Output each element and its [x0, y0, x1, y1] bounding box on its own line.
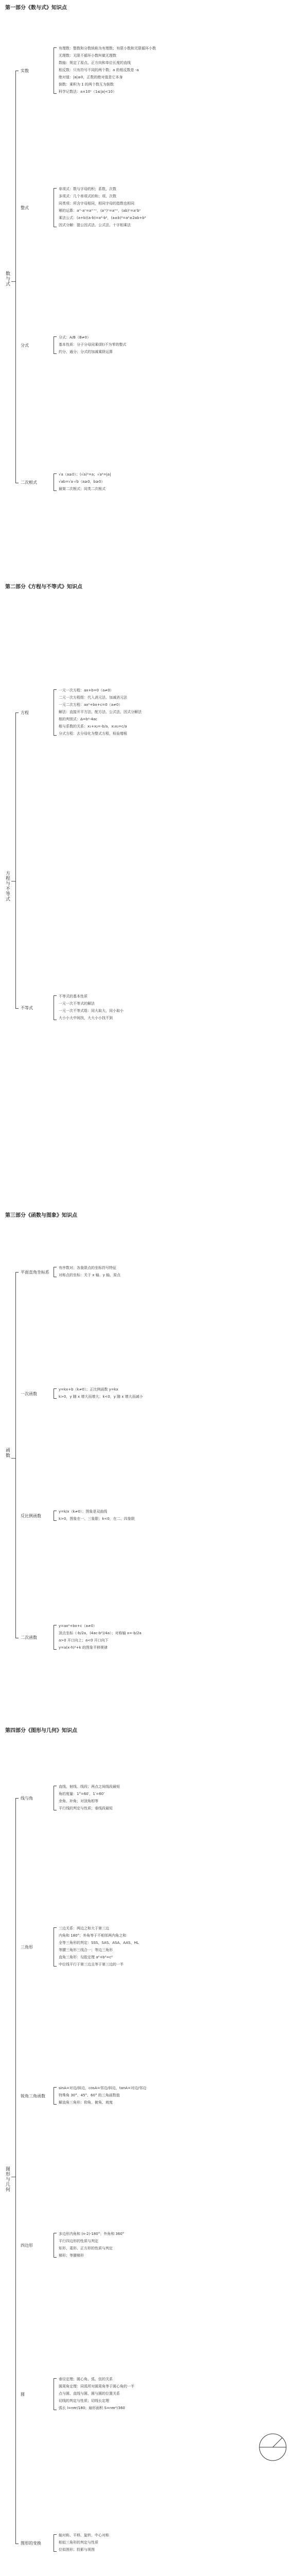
branch-label: 分式 [21, 343, 29, 348]
knowledge-line: 同类项：所含字母相同，相同字母的指数也相同 [59, 201, 134, 206]
branch-label: 线与角 [21, 1795, 33, 1801]
knowledge-line: 根与系数的关系：x₁+x₂=-b/a，x₁x₂=c/a [59, 724, 127, 729]
knowledge-line: a>0 开口向上；a<0 开口向下 [59, 1638, 109, 1643]
branch-label: 反比例函数 [21, 1513, 41, 1518]
knowledge-line: 垂径定理；圆心角、弧、弦的关系 [59, 2377, 113, 2382]
knowledge-line: 绝对值：|a|≥0，正数的绝对值是它本身 [59, 75, 123, 79]
section-1 [0, 3, 298, 570]
branch-label: 整式 [21, 206, 29, 211]
knowledge-line: 角的度量：1°=60′，1′=60″ [59, 1791, 105, 1796]
root-brace [15, 1272, 19, 1639]
knowledge-line: √ab=√a·√b（a≥0，b≥0） [59, 480, 105, 484]
section-title: 第二部分《方程与不等式》知识点 [5, 584, 82, 590]
knowledge-line: 多项式：几个单项式的和；项、次数 [59, 194, 116, 199]
knowledge-line: 位似图形；投影与视图 [59, 2548, 95, 2552]
branch-brace [54, 1511, 57, 1521]
knowledge-line: 倒数：乘积为 1 的两个数互为倒数 [59, 82, 114, 87]
branch-brace [54, 995, 57, 1020]
root-connector [11, 881, 15, 882]
knowledge-line: 轴对称、平移、旋转、中心对称 [59, 2533, 109, 2538]
knowledge-line: 分式：A/B（B≠0） [59, 335, 91, 340]
knowledge-line: k>0，y 随 x 增大而增大；k<0，y 随 x 增大而减小 [59, 1395, 143, 1399]
root-brace [15, 713, 19, 1009]
knowledge-line: 单项式：数与字母的积；系数、次数 [59, 187, 116, 192]
knowledge-line: 一元二次方程：ax²+bx+c=0（a≠0） [59, 703, 122, 707]
knowledge-line: 乘法公式：(a+b)(a-b)=a²-b²，(a±b)²=a²±2ab+b² [59, 216, 146, 221]
knowledge-line: 数轴：规定了原点、正方向和单位长度的直线 [59, 60, 131, 65]
knowledge-line: y=kx+b（k≠0）；正比例函数 y=kx [59, 1387, 118, 1392]
knowledge-line: 平行线的判定与性质；垂线段最短 [59, 1806, 113, 1810]
knowledge-line: 相反数：只有符号不同的两个数；a 的相反数是 -a [59, 67, 139, 72]
branch-brace [54, 1267, 57, 1277]
knowledge-line: 三边关系：两边之和大于第三边 [59, 1926, 109, 1931]
knowledge-line: 因式分解：提公因式法、公式法、十字相乘法 [59, 223, 131, 228]
section-3 [0, 1211, 298, 1716]
branch-label: 一次函数 [21, 1392, 37, 1397]
branch-brace [54, 47, 57, 94]
knowledge-line: 有序数对；各象限点的坐标符号特征 [59, 1265, 116, 1270]
knowledge-line: 科学记数法：a×10ⁿ（1≤|a|<10） [59, 89, 116, 94]
knowledge-line: 圆周角定理：同弧所对圆周角等于圆心角的一半 [59, 2384, 134, 2389]
knowledge-line: 中位线平行于第三边且等于第三边的一半 [59, 1962, 124, 1967]
knowledge-line: y=k/x（k≠0）；图象是双曲线 [59, 1509, 108, 1514]
branch-label: 平面直角坐标系 [21, 1269, 49, 1275]
branch-label: 锐角三角函数 [21, 2094, 45, 2099]
knowledge-line: 切线的判定与性质；切线长定理 [59, 2399, 109, 2403]
knowledge-line: 余角、补角；对顶角相等 [59, 1799, 98, 1803]
branch-label: 实数 [21, 68, 29, 73]
knowledge-line: 幂的运算：aᵐ·aⁿ=aᵐ⁺ⁿ，(aᵐ)ⁿ=aᵐⁿ，(ab)ⁿ=aⁿbⁿ [59, 209, 141, 213]
root-brace [15, 71, 19, 484]
knowledge-line: 大小小大中间找，大大小小找不到 [59, 1016, 113, 1021]
branch-brace [54, 1927, 57, 1967]
knowledge-line: 有理数：整数和分数统称为有理数；有限小数和无限循环小数 [59, 46, 156, 50]
root-connector [11, 1458, 15, 1459]
knowledge-line: 分式方程：去分母化为整式方程，检验增根 [59, 732, 127, 736]
branch-brace [54, 1625, 57, 1650]
knowledge-line: 直角三角形：勾股定理 a²+b²=c² [59, 1955, 113, 1960]
knowledge-line: 二元一次方程组：代入消元法、加减消元法 [59, 696, 127, 700]
knowledge-line: 无理数：无限不循环小数叫做无理数 [59, 53, 116, 58]
knowledge-line: 等腰三角形三线合一；等边三角形 [59, 1948, 113, 1953]
knowledge-line: 特殊角 30°、45°、60° 的三角函数值 [59, 2093, 120, 2098]
knowledge-line: 一元一次不等式组：同大取大，同小取小 [59, 1009, 124, 1013]
section-2 [0, 582, 298, 1190]
root-label: 函数 [5, 1448, 10, 1458]
knowledge-line: 多边形内角和 (n-2)·180°；外角和 360° [59, 2231, 125, 2236]
knowledge-line: 内角和 180°；外角等于不相邻两内角之和 [59, 1934, 127, 1938]
knowledge-line: 解直角三角形：仰角、俯角、坡度 [59, 2100, 113, 2105]
branch-label: 二次函数 [21, 1635, 37, 1640]
knowledge-line: 相似三角形的判定与性质 [59, 2540, 98, 2545]
knowledge-line: 根的判别式：Δ=b²-4ac [59, 717, 98, 722]
branch-label: 四边形 [21, 2243, 33, 2248]
branch-brace [54, 2378, 57, 2410]
branch-brace [54, 1786, 57, 1810]
branch-brace [54, 2233, 57, 2258]
knowledge-line: 基本性质：分子分母同乘(除)不为零的整式 [59, 342, 127, 347]
knowledge-line: y=ax²+bx+c（a≠0） [59, 1624, 97, 1629]
branch-brace [54, 336, 57, 354]
branch-label: 不等式 [21, 1006, 33, 1011]
branch-label: 方程 [21, 710, 29, 716]
knowledge-line: 不等式的基本性质 [59, 994, 87, 999]
knowledge-line: 全等三角形的判定：SSS、SAS、ASA、AAS、HL [59, 1941, 139, 1945]
branch-brace [54, 689, 57, 736]
root-label: 数与式 [5, 271, 10, 286]
branch-label: 三角形 [21, 1945, 33, 1950]
section-title: 第四部分《图形与几何》知识点 [5, 1728, 77, 1734]
knowledge-line: 约分、通分；分式的加减乘除运算 [59, 349, 113, 354]
root-label: 方程与不等式 [5, 871, 10, 902]
branch-label: 二次根式 [21, 480, 37, 485]
knowledge-line: 最简二次根式；同类二次根式 [59, 487, 106, 492]
circle-figure [257, 2432, 288, 2463]
branch-brace [54, 1388, 57, 1399]
knowledge-line: sinA=对边/斜边，cosA=邻边/斜边，tanA=对边/邻边 [59, 2086, 147, 2091]
root-label: 图形与几何 [5, 2166, 10, 2192]
branch-brace [54, 2087, 57, 2105]
knowledge-line: 顶点坐标（-b/2a，(4ac-b²)/4a）；对称轴 x=-b/2a [59, 1631, 142, 1636]
knowledge-line: 弧长 l=nπr/180；扇形面积 S=nπr²/360 [59, 2406, 125, 2411]
root-connector [11, 281, 15, 282]
knowledge-line: y=a(x-h)²+k 的图象平移规律 [59, 1646, 108, 1650]
knowledge-line: 点与圆、直线与圆、圆与圆的位置关系 [59, 2392, 120, 2396]
knowledge-line: 解法：直接开平方法、配方法、公式法、因式分解法 [59, 710, 142, 715]
branch-brace [54, 2534, 57, 2552]
branch-label: 图形的变换 [21, 2541, 41, 2546]
branch-brace [54, 473, 57, 491]
knowledge-line: 对称点的坐标：关于 x 轴、y 轴、原点 [59, 1273, 120, 1277]
section-title: 第三部分《函数与图象》知识点 [5, 1213, 77, 1218]
knowledge-line: k>0，图象在一、三象限；k<0，在二、四象限 [59, 1516, 135, 1521]
root-brace [15, 1798, 19, 2545]
knowledge-line: 直线、射线、线段；两点之间线段最短 [59, 1784, 120, 1789]
knowledge-line: 矩形、菱形、正方形的性质与判定 [59, 2246, 113, 2250]
section-title: 第一部分《数与式》知识点 [5, 5, 67, 11]
knowledge-line: 一元一次方程：ax+b=0（a≠0） [59, 688, 114, 693]
knowledge-line: 一元一次不等式的解法 [59, 1002, 95, 1006]
branch-label: 圆 [21, 2392, 25, 2397]
knowledge-line: √a（a≥0）；(√a)²=a；√a²=|a| [59, 472, 111, 477]
section-4 [0, 1726, 298, 2576]
branch-brace [54, 188, 57, 227]
knowledge-line: 平行四边形的性质与判定 [59, 2239, 98, 2243]
knowledge-line: 梯形；等腰梯形 [59, 2253, 84, 2258]
